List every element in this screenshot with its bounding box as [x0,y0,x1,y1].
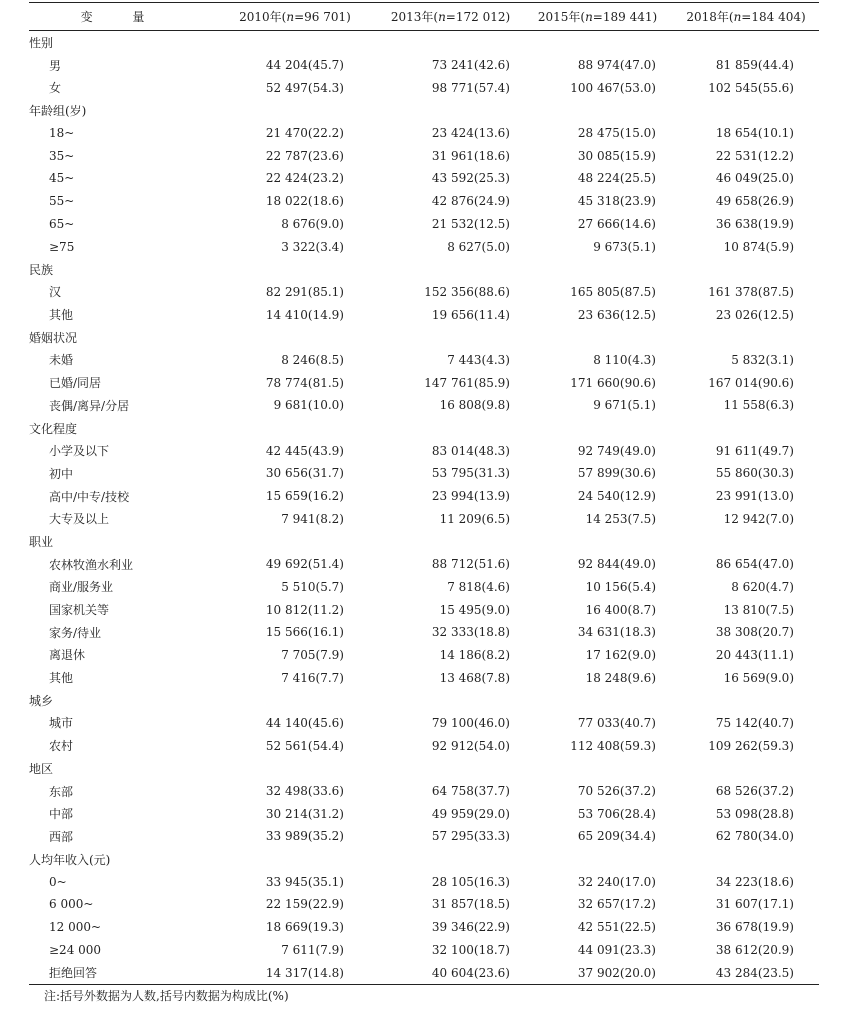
cell-value: 30 656(31.7) [265,466,344,481]
cell-value: 5 510(5.7) [281,579,344,594]
table-row [29,190,819,213]
row-label: 商业/服务业 [49,580,114,595]
table-row [29,893,819,916]
cell-value: 79 100(46.0) [431,715,510,730]
cell-value: 83 014(48.3) [431,443,510,458]
cell-value: 53 795(31.3) [431,466,510,481]
cell-value: 21 532(12.5) [431,216,510,231]
table-row [29,303,819,326]
cell-value: 42 551(22.5) [577,920,656,935]
row-label: 国家机关等 [49,603,110,618]
row-label: 文化程度 [29,421,78,436]
cell-value: 22 531(12.2) [715,148,794,163]
cell-value: 23 424(13.6) [431,126,510,141]
row-label: 中部 [49,807,74,822]
cell-value: 32 333(18.8) [431,625,510,640]
table-row [29,485,819,508]
row-label: 高中/中专/技校 [49,489,130,504]
row-label: 拒绝回答 [49,966,98,981]
table-row [29,76,819,99]
cell-value: 36 638(19.9) [715,216,794,231]
cell-value: 21 470(22.2) [265,126,344,141]
cell-value: 42 445(43.9) [265,443,344,458]
cell-value: 27 666(14.6) [577,216,656,231]
row-label: 城乡 [29,693,54,708]
cell-value: 167 014(90.6) [708,375,794,390]
row-label: 地区 [29,761,54,776]
cell-value: 49 959(29.0) [431,806,510,821]
cell-value: 75 142(40.7) [715,715,794,730]
cell-value: 91 611(49.7) [715,443,794,458]
cell-value: 161 378(87.5) [708,284,794,299]
cell-value: 32 498(33.6) [265,784,344,799]
row-label: 农村 [49,739,74,754]
cell-value: 49 692(51.4) [265,557,344,572]
cell-value: 7 443(4.3) [447,352,510,367]
cell-value: 38 612(20.9) [715,942,794,957]
cell-value: 20 443(11.1) [715,647,794,662]
cell-value: 171 660(90.6) [570,375,656,390]
cell-value: 32 240(17.0) [577,874,656,889]
cell-value: 7 611(7.9) [281,942,344,957]
header-2010: 2010年(n=96 701) [239,10,351,24]
table-row [29,54,819,77]
cell-value: 10 156(5.4) [585,579,656,594]
cell-value: 77 033(40.7) [577,715,656,730]
cell-value: 3 322(3.4) [281,239,344,254]
cell-value: 44 204(45.7) [265,58,344,73]
category-row [29,689,819,712]
cell-value: 19 656(11.4) [431,307,510,322]
cell-value: 14 186(8.2) [439,647,510,662]
table-row [29,666,819,689]
row-label: 民族 [29,262,54,277]
row-label: 东部 [49,784,74,799]
row-label: 未婚 [49,353,74,368]
cell-value: 9 681(10.0) [273,398,344,413]
table-row [29,281,819,304]
row-label: 女 [49,81,62,96]
cell-value: 52 497(54.3) [265,80,344,95]
cell-value: 55 860(30.3) [715,466,794,481]
cell-value: 42 876(24.9) [431,194,510,209]
cell-value: 65 209(34.4) [577,829,656,844]
cell-value: 15 566(16.1) [265,625,344,640]
cell-value: 165 805(87.5) [570,284,656,299]
cell-value: 16 808(9.8) [439,398,510,413]
cell-value: 73 241(42.6) [431,58,510,73]
row-label: 婚姻状况 [29,330,78,345]
category-row [29,326,819,349]
cell-value: 64 758(37.7) [431,784,510,799]
cell-value: 15 659(16.2) [265,489,344,504]
row-label: 农林牧渔水利业 [49,557,134,572]
cell-value: 18 669(19.3) [265,920,344,935]
category-row [29,757,819,780]
cell-value: 13 810(7.5) [723,602,794,617]
row-label: ≥24 000 [49,942,102,957]
cell-value: 92 844(49.0) [577,557,656,572]
cell-value: 5 832(3.1) [731,352,794,367]
cell-value: 40 604(23.6) [431,965,510,980]
table-row [29,734,819,757]
cell-value: 68 526(37.2) [715,784,794,799]
cell-value: 30 085(15.9) [577,148,656,163]
cell-value: 22 787(23.6) [265,148,344,163]
cell-value: 46 049(25.0) [715,171,794,186]
cell-value: 13 468(7.8) [439,670,510,685]
row-label: 城市 [49,716,74,731]
cell-value: 14 410(14.9) [265,307,344,322]
row-label: 丧偶/离异/分居 [49,398,130,413]
cell-value: 28 475(15.0) [577,126,656,141]
cell-value: 8 110(4.3) [593,352,656,367]
category-row [29,417,819,440]
table-row [29,167,819,190]
cell-value: 23 991(13.0) [715,489,794,504]
cell-value: 88 712(51.6) [431,557,510,572]
table-row [29,802,819,825]
row-label: 55~ [49,194,75,209]
row-label: 汉 [49,285,62,300]
cell-value: 48 224(25.5) [577,171,656,186]
table-note: 注:括号外数据为人数,括号内数据为构成比(%) [44,989,289,1003]
cell-value: 112 408(59.3) [570,738,656,753]
cell-value: 109 262(59.3) [708,738,794,753]
cell-value: 152 356(88.6) [424,284,510,299]
cell-value: 78 774(81.5) [265,375,344,390]
cell-value: 32 100(18.7) [431,942,510,957]
table-row [29,553,819,576]
header-2015: 2015年(n=189 441) [537,10,658,24]
cell-value: 28 105(16.3) [431,874,510,889]
row-label: 其他 [49,671,74,686]
row-label: 其他 [49,308,74,323]
cell-value: 31 961(18.6) [431,148,510,163]
table-row [29,939,819,962]
cell-value: 31 607(17.1) [715,897,794,912]
cell-value: 15 495(9.0) [439,602,510,617]
cell-value: 32 657(17.2) [577,897,656,912]
cell-value: 88 974(47.0) [577,58,656,73]
cell-value: 34 223(18.6) [715,874,794,889]
cell-value: 53 098(28.8) [715,806,794,821]
table-row [29,961,819,984]
category-row [29,31,819,54]
cell-value: 45 318(23.9) [577,194,656,209]
cell-value: 18 654(10.1) [715,126,794,141]
cell-value: 81 859(44.4) [715,58,794,73]
table-row [29,394,819,417]
table-row [29,439,819,462]
row-label: 0~ [49,874,67,889]
table-row [29,825,819,848]
cell-value: 8 620(4.7) [731,579,794,594]
table-row [29,235,819,258]
cell-value: 98 771(57.4) [431,80,510,95]
cell-value: 44 140(45.6) [265,715,344,730]
cell-value: 22 159(22.9) [265,897,344,912]
cell-value: 8 627(5.0) [447,239,510,254]
cell-value: 92 749(49.0) [577,443,656,458]
cell-value: 31 857(18.5) [431,897,510,912]
row-label: 35~ [49,148,75,163]
cell-value: 10 812(11.2) [265,602,344,617]
cell-value: 57 295(33.3) [431,829,510,844]
table-row [29,349,819,372]
cell-value: 33 989(35.2) [265,829,344,844]
row-label: 人均年收入(元) [29,852,111,867]
cell-value: 18 022(18.6) [265,194,344,209]
table-row [29,213,819,236]
row-label: 12 000~ [49,920,102,935]
cell-value: 52 561(54.4) [265,738,344,753]
row-label: 年龄组(岁) [29,103,87,118]
row-label: 家务/待业 [49,625,102,640]
table-row [29,644,819,667]
cell-value: 57 899(30.6) [577,466,656,481]
row-label: 65~ [49,216,75,231]
table-row [29,144,819,167]
row-label: 小学及以下 [49,444,110,459]
cell-value: 24 540(12.9) [577,489,656,504]
cell-value: 43 284(23.5) [715,965,794,980]
row-label: 6 000~ [49,897,94,912]
cell-value: 36 678(19.9) [715,920,794,935]
category-row [29,99,819,122]
cell-value: 38 308(20.7) [715,625,794,640]
cell-value: 33 945(35.1) [265,874,344,889]
cell-value: 92 912(54.0) [431,738,510,753]
table-row [29,916,819,939]
header-2018: 2018年(n=184 404) [686,10,806,24]
category-row [29,258,819,281]
cell-value: 62 780(34.0) [715,829,794,844]
cell-value: 100 467(53.0) [570,80,656,95]
cell-value: 44 091(23.3) [577,942,656,957]
row-label: 初中 [49,466,74,481]
cell-value: 12 942(7.0) [723,511,794,526]
header-2013: 2013年(n=172 012) [390,10,511,24]
table-row [29,462,819,485]
header-variable: 变 量 [80,10,163,24]
cell-value: 9 673(5.1) [593,239,656,254]
cell-value: 7 416(7.7) [281,670,344,685]
cell-value: 30 214(31.2) [265,806,344,821]
row-label: 离退休 [49,648,86,663]
cell-value: 53 706(28.4) [577,806,656,821]
cell-value: 14 317(14.8) [265,965,344,980]
cell-value: 11 558(6.3) [723,398,794,413]
cell-value: 37 902(20.0) [577,965,656,980]
table-row [29,576,819,599]
cell-value: 39 346(22.9) [431,920,510,935]
cell-value: 147 761(85.9) [424,375,510,390]
table-row [29,598,819,621]
row-label: 职业 [29,534,54,549]
row-label: 45~ [49,171,75,186]
row-label: 男 [49,58,62,73]
cell-value: 16 569(9.0) [723,670,794,685]
category-row [29,848,819,871]
cell-value: 23 994(13.9) [431,489,510,504]
cell-value: 70 526(37.2) [577,784,656,799]
row-label: 大专及以上 [49,512,110,527]
row-label: 已婚/同居 [49,376,102,391]
table-body [29,31,819,984]
cell-value: 49 658(26.9) [715,194,794,209]
table-header [29,3,819,30]
row-label: 性别 [29,35,54,50]
cell-value: 7 941(8.2) [281,511,344,526]
table-row [29,870,819,893]
cell-value: 9 671(5.1) [593,398,656,413]
cell-value: 22 424(23.2) [265,171,344,186]
bottom-rule [29,984,819,985]
cell-value: 14 253(7.5) [585,511,656,526]
cell-value: 7 705(7.9) [281,647,344,662]
row-label: ≥75 [49,239,75,254]
cell-value: 23 026(12.5) [715,307,794,322]
cell-value: 11 209(6.5) [439,511,510,526]
cell-value: 7 818(4.6) [447,579,510,594]
row-label: 18~ [49,126,75,141]
cell-value: 34 631(18.3) [577,625,656,640]
cell-value: 18 248(9.6) [585,670,656,685]
cell-value: 102 545(55.6) [708,80,794,95]
cell-value: 82 291(85.1) [265,284,344,299]
table-row [29,507,819,530]
category-row [29,530,819,553]
table-row [29,122,819,145]
cell-value: 16 400(8.7) [585,602,656,617]
table-row [29,371,819,394]
cell-value: 23 636(12.5) [577,307,656,322]
cell-value: 43 592(25.3) [431,171,510,186]
cell-value: 8 246(8.5) [281,352,344,367]
cell-value: 17 162(9.0) [585,647,656,662]
table-row [29,712,819,735]
table-row [29,621,819,644]
row-label: 西部 [49,829,74,844]
cell-value: 86 654(47.0) [715,557,794,572]
cell-value: 10 874(5.9) [723,239,794,254]
data-table [29,2,819,985]
cell-value: 8 676(9.0) [281,216,344,231]
table-row [29,780,819,803]
